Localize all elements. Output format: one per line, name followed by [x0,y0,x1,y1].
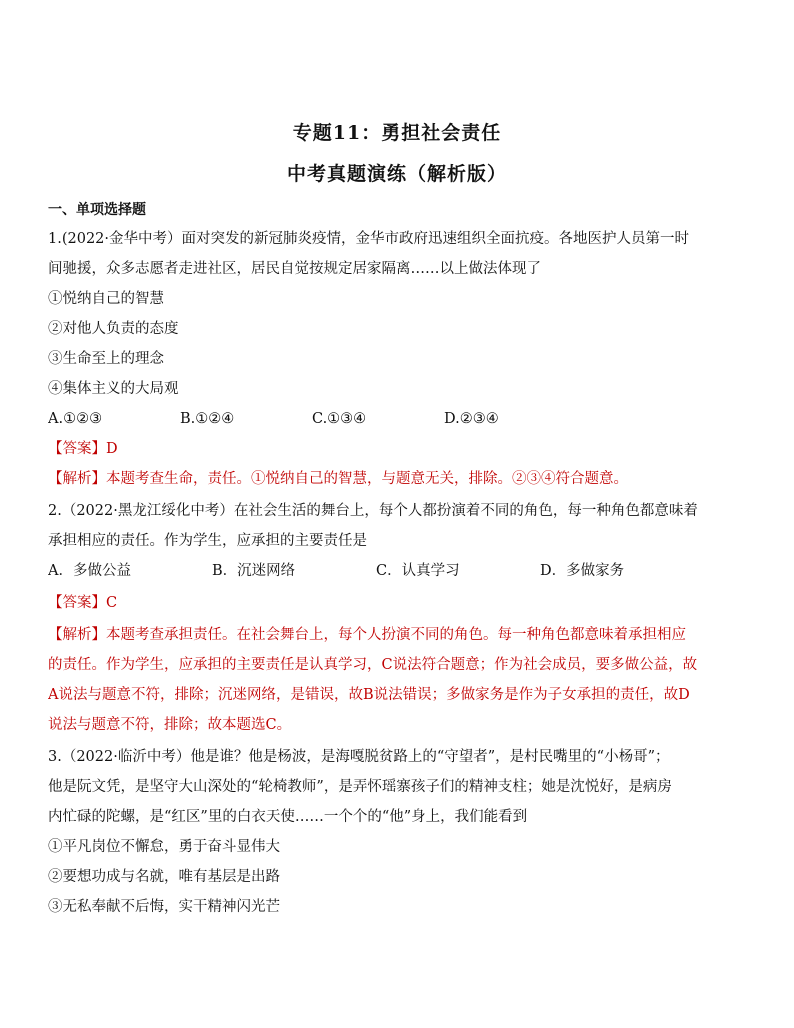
q1-options [48,408,758,430]
q3-stem-line-3: 内忙碌的陀螺，是“红区”里的白衣天使……一个个的“他”身上，我们能看到 [48,809,528,825]
q2-analysis-line-2: 的责任。作为学生，应承担的主要责任是认真学习，C说法符合题意；作为社会成员，要多做公益，故 [48,657,698,673]
page-title: 专题11：勇担社会责任 [292,122,502,144]
q3-statement-2: ②要想功成与名就，唯有基层是出路 [48,869,280,885]
q1-statement-1: ①悦纳自己的智慧 [48,291,164,307]
q2-analysis-line-4: 说法与题意不符，排除；故本题选C。 [48,717,292,733]
q2-answer: 【答案】C [48,595,118,611]
page-subtitle: 中考真题演练（解析版） [286,163,507,185]
q3-stem-line-2: 他是阮文凭，是坚守大山深处的“轮椅教师”，是弄怀瑶寨孩子们的精神支柱；她是沈悦好，是病房 [48,779,672,795]
q1-statement-3: ③生命至上的理念 [48,351,164,367]
q1-option-c: C.①③④ [312,411,367,427]
q2-options [48,560,758,582]
q2-stem-line-2: 承担相应的责任。作为学生，应承担的主要责任是 [48,533,367,549]
q2-option-d: D．多做家务 [540,563,625,579]
q1-option-a: A.①②③ [48,411,103,427]
q1-option-b: B.①②④ [180,411,235,427]
q1-stem-line-2: 间驰援，众多志愿者走进社区，居民自觉按规定居家隔离……以上做法体现了 [48,261,541,277]
q1-statement-4: ④集体主义的大局观 [48,381,179,397]
q2-stem-line-1: 2.（2022·黑龙江绥化中考）在社会生活的舞台上，每个人都扮演着不同的角色，每一种角色都意味着 [48,503,698,519]
q1-answer: 【答案】D [48,441,118,457]
q3-statement-1: ①平凡岗位不懈怠，勇于奋斗显伟大 [48,839,280,855]
q2-option-c: C．认真学习 [376,563,460,579]
q3-statement-3: ③无私奉献不后悔，实干精神闪光芒 [48,899,280,915]
q1-stem-line-1: 1.(2022·金华中考）面对突发的新冠肺炎疫情，金华市政府迅速组织全面抗疫。各地医护人员第一时 [48,231,689,247]
q2-option-b: B．沉迷网络 [212,563,296,579]
q2-analysis-line-3: A说法与题意不符，排除；沉迷网络，是错误，故B说法错误；多做家务是作为子女承担的责任，故D [48,687,690,703]
q3-stem-line-1: 3.（2022·临沂中考）他是谁？他是杨波，是海嘎脱贫路上的“守望者”，是村民嘴里的“小杨哥”； [48,749,670,765]
section-heading: 一、单项选择题 [48,202,146,218]
q1-option-d: D.②③④ [444,411,499,427]
q2-option-a: A．多做公益 [48,563,131,579]
q2-analysis-line-1: 【解析】本题考查承担责任。在社会舞台上，每个人扮演不同的角色。每一种角色都意味着承担相应 [48,627,686,643]
q1-analysis: 【解析】本题考查生命，责任。①悦纳自己的智慧，与题意无关，排除。②③④符合题意。 [48,471,628,487]
q1-statement-2: ②对他人负责的态度 [48,321,179,337]
